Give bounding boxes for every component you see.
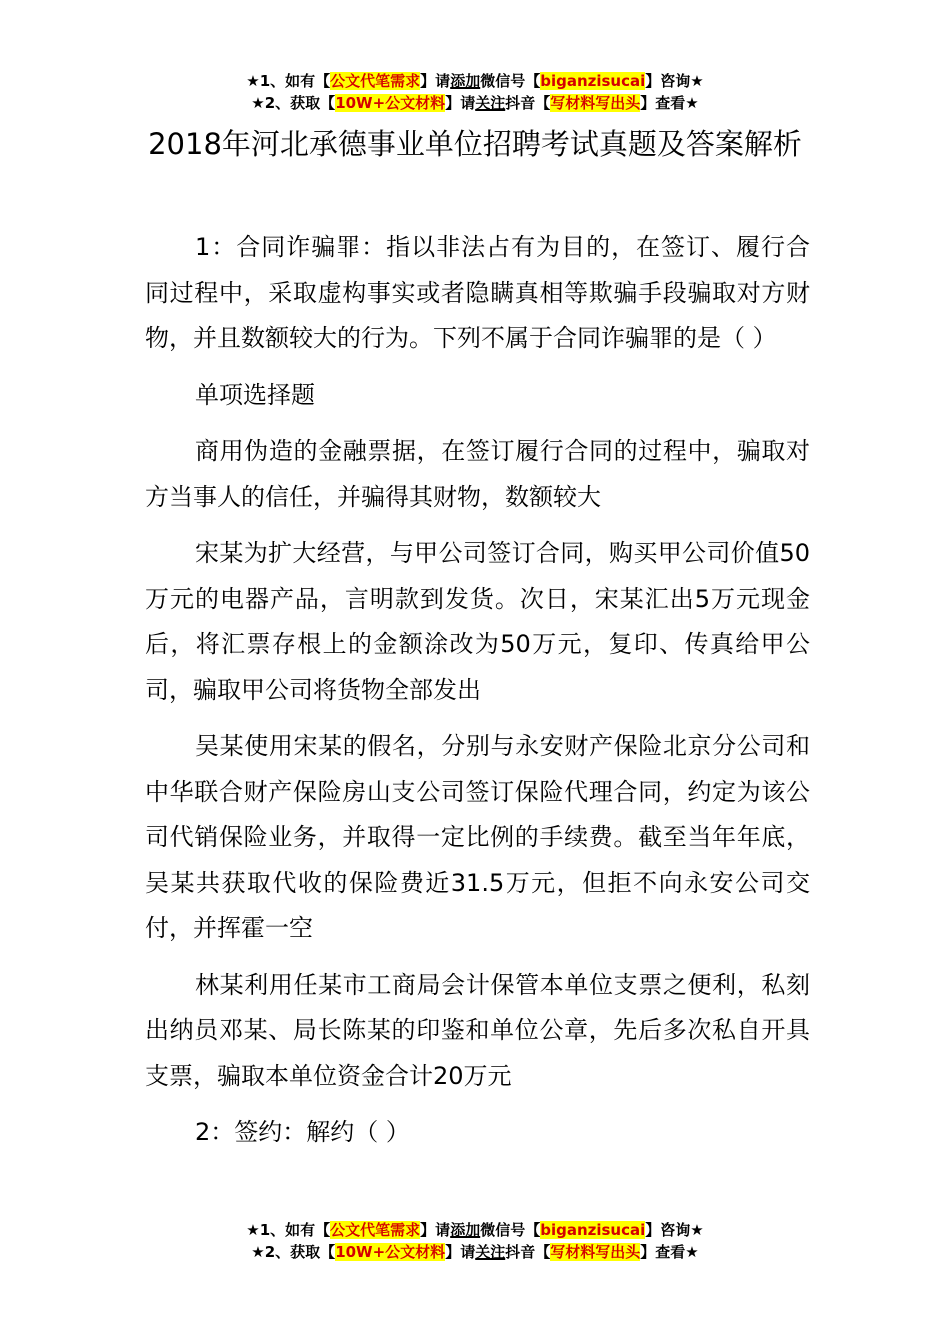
banner-highlight: 写材料写出头 xyxy=(550,94,641,112)
option-paragraph: 林某利用任某市工商局会计保管本单位支票之便利，私刻出纳员邓某、局长陈某的印鉴和单位公章，先后多次私自开具支票，骗取本单位资金合计20万元 xyxy=(145,970,810,1090)
banner-text: ★2、获取【 xyxy=(251,94,336,112)
banner-text: 抖音【 xyxy=(505,94,551,112)
banner-line-1 xyxy=(0,70,950,92)
banner-line-2 xyxy=(0,92,950,114)
banner-highlight: 10W+公文材料 xyxy=(335,1243,446,1261)
banner-underlined: 添加 xyxy=(450,72,481,90)
banner-highlight: 公文代笔需求 xyxy=(330,1221,421,1239)
banner-underlined: 关注 xyxy=(475,1243,506,1261)
banner-underlined: 添加 xyxy=(450,1221,481,1239)
banner-text: 微信号【 xyxy=(480,72,541,90)
banner-text: 】查看★ xyxy=(640,1243,699,1261)
document-title: 2018年河北承德事业单位招聘考试真题及答案解析 xyxy=(148,127,802,161)
banner-text: 】请 xyxy=(445,1243,476,1261)
banner-underlined: 关注 xyxy=(475,94,506,112)
banner-text: ★1、如有【 xyxy=(246,1221,331,1239)
option-paragraph: 吴某使用宋某的假名，分别与永安财产保险北京分公司和中华联合财产保险房山支公司签订保险代理合同，约定为该公司代销保险业务，并取得一定比例的手续费。截至当年年底，吴某共获取代收的保险费近31.5万元，但拒不向永安公司交付，并挥霍一空 xyxy=(145,732,810,942)
banner-highlight: 写材料写出头 xyxy=(550,1243,641,1261)
banner-line-2 xyxy=(0,1241,950,1263)
banner-text: 】请 xyxy=(420,72,451,90)
banner-text: 微信号【 xyxy=(480,1221,541,1239)
banner-text: ★1、如有【 xyxy=(246,72,331,90)
document-body xyxy=(145,225,810,1167)
top-banner xyxy=(0,70,950,114)
bottom-banner xyxy=(0,1219,950,1263)
option-paragraph: 宋某为扩大经营，与甲公司签订合同，购买甲公司价值50万元的电器产品，言明款到发货。次日，宋某汇出5万元现金后，将汇票存根上的金额涂改为50万元，复印、传真给甲公司，骗取甲公司将货物全部发出 xyxy=(145,539,810,704)
banner-highlight: 公文代笔需求 xyxy=(330,72,421,90)
banner-text: 】查看★ xyxy=(640,94,699,112)
question-1-stem: 1：合同诈骗罪：指以非法占有为目的，在签订、履行合同过程中，采取虚构事实或者隐瞒真相等欺骗手段骗取对方财物，并且数额较大的行为。下列不属于合同诈骗罪的是（ ） xyxy=(145,233,810,352)
banner-highlight: biganzisucai xyxy=(540,1221,646,1239)
question-2-stem: 2：签约：解约（ ） xyxy=(195,1118,410,1146)
banner-highlight: 10W+公文材料 xyxy=(335,94,446,112)
banner-highlight: biganzisucai xyxy=(540,72,646,90)
banner-line-1 xyxy=(0,1219,950,1241)
banner-text: 】咨询★ xyxy=(645,72,704,90)
banner-text: 抖音【 xyxy=(505,1243,551,1261)
banner-text: 】请 xyxy=(420,1221,451,1239)
banner-text: 】请 xyxy=(445,94,476,112)
question-type: 单项选择题 xyxy=(195,380,315,409)
banner-text: 】咨询★ xyxy=(645,1221,704,1239)
option-paragraph: 商用伪造的金融票据，在签订履行合同的过程中，骗取对方当事人的信任，并骗得其财物，数额较大 xyxy=(145,437,810,511)
banner-text: ★2、获取【 xyxy=(251,1243,336,1261)
